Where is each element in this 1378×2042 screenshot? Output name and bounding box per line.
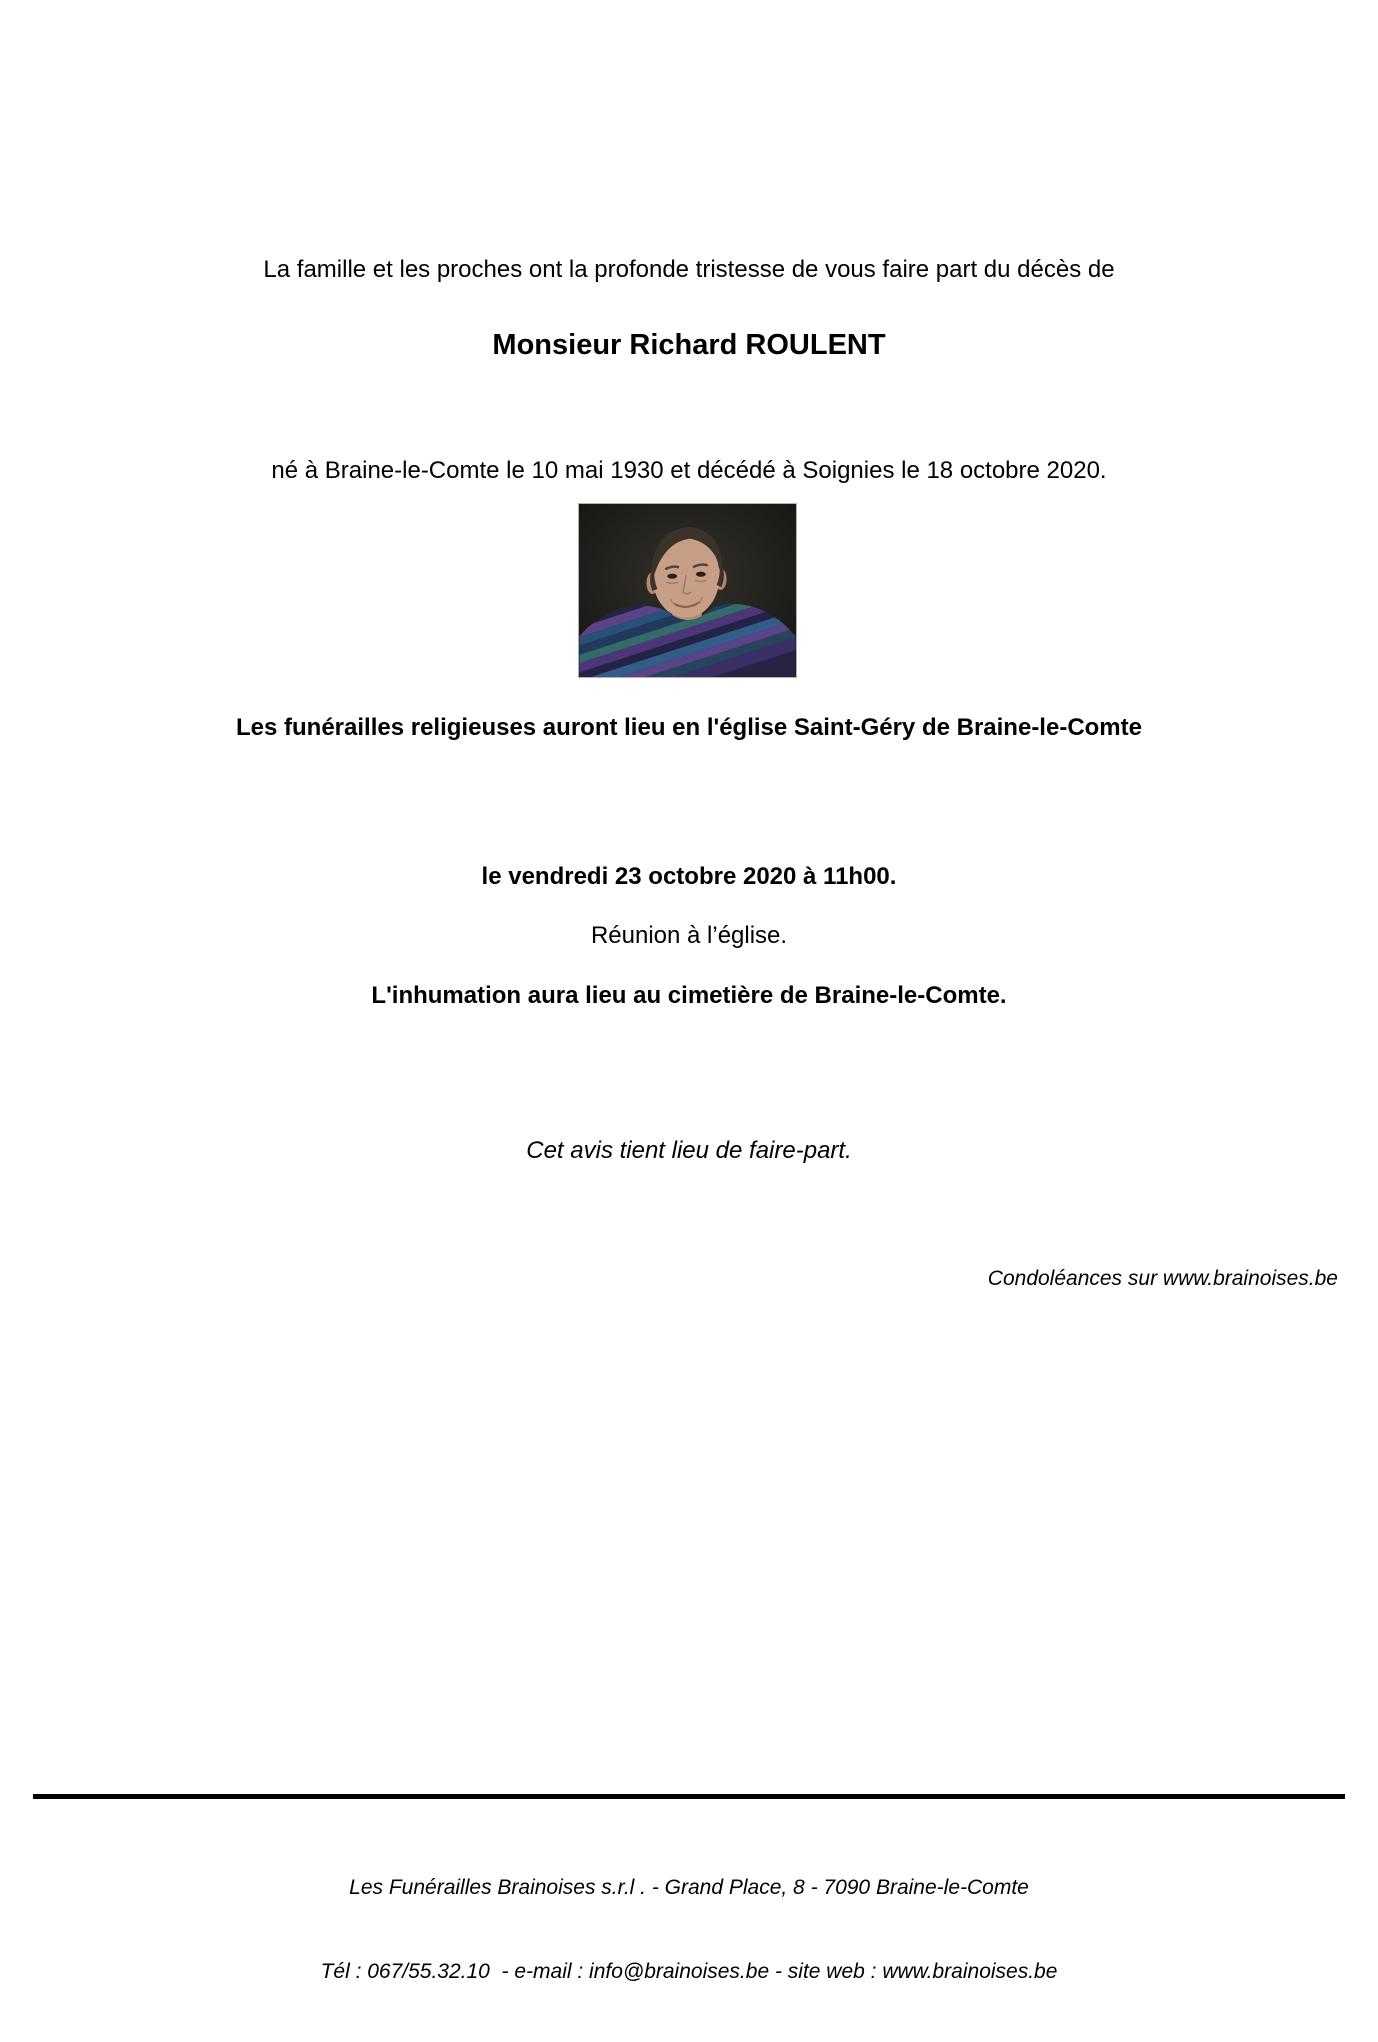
funeral-announcement-line: Les funérailles religieuses auront lieu en l'église Saint-Géry de Braine-le-Comte xyxy=(236,714,1142,741)
deceased-name: Monsieur Richard ROULENT xyxy=(492,329,886,361)
portrait-photo-graphic xyxy=(579,504,796,677)
gathering-line: Réunion à l’église. xyxy=(590,922,788,949)
intro-line: La famille et les proches ont la profonde tristesse de vous faire part du décès de xyxy=(263,256,1115,283)
ceremony-datetime-line: le vendredi 23 octobre 2020 à 11h00. xyxy=(481,863,897,890)
burial-line: L'inhumation aura lieu au cimetière de Braine-le-Comte. xyxy=(371,982,1007,1009)
footer-company-line: Les Funérailles Brainoises s.r.l . - Grand Place, 8 - 7090 Braine-le-Comte xyxy=(349,1876,1029,1899)
footer xyxy=(0,1818,1378,2042)
birth-death-line: né à Braine-le-Comte le 10 mai 1930 et décédé à Soignies le 18 octobre 2020. xyxy=(271,457,1107,484)
portrait-photo xyxy=(578,503,797,678)
condolences-line: Condoléances sur www.brainoises.be xyxy=(987,1267,1338,1290)
footer-divider xyxy=(33,1794,1345,1799)
footer-contact-line: Tél : 067/55.32.10 - e-mail : info@brainoises.be - site web : www.brainoises.be xyxy=(320,1960,1058,1983)
notice-line: Cet avis tient lieu de faire-part. xyxy=(526,1137,852,1164)
